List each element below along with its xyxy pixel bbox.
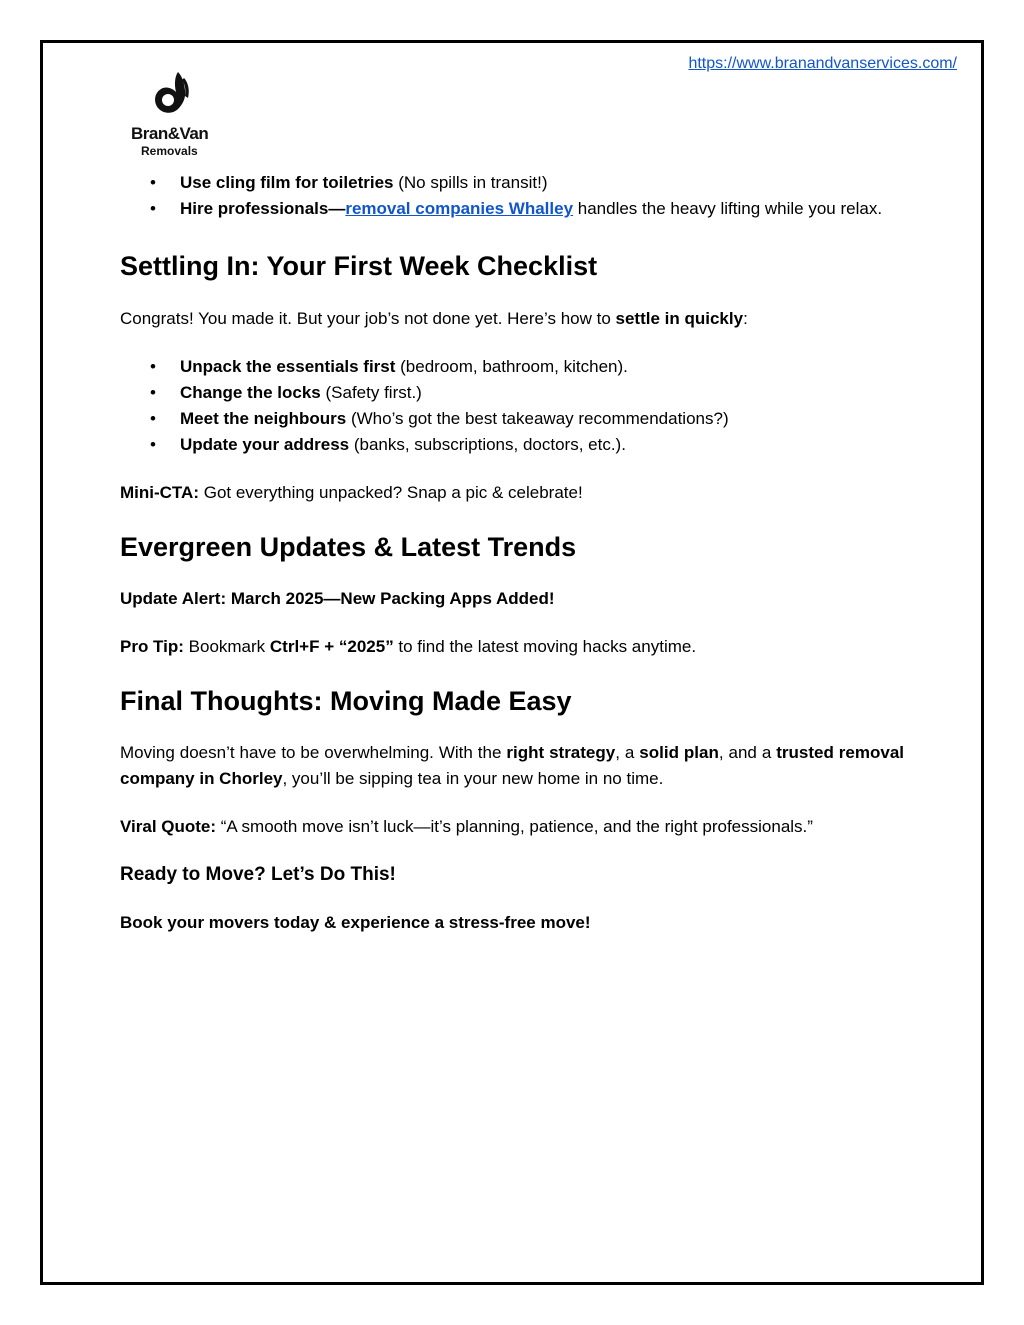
section-heading-evergreen: Evergreen Updates & Latest Trends — [120, 532, 577, 562]
mini-cta: Mini-CTA: Got everything unpacked? Snap a pic & celebrate! — [120, 483, 583, 502]
final-paragraph: Moving doesn’t have to be overwhelming. With the right strategy, a solid plan, and a trusted removal company in Chorley, you’ll be sipping tea in your new home in no time. — [120, 743, 904, 788]
list-item: • Hire professionals—removal companies Whalley handles the heavy lifting while you relax. — [120, 196, 904, 222]
section-heading-final-thoughts: Final Thoughts: Moving Made Easy — [120, 686, 572, 716]
settling-intro: Congrats! You made it. But your job’s not done yet. Here’s how to settle in quickly: — [120, 309, 748, 328]
list-item: • Update your address (banks, subscriptions, doctors, etc.). — [120, 432, 904, 458]
list-item: • Meet the neighbours (Who’s got the best takeaway recommendations?) — [120, 406, 904, 432]
checklist — [120, 354, 904, 458]
list-item: • Unpack the essentials first (bedroom, bathroom, kitchen). — [120, 354, 904, 380]
intro-bullet-list — [120, 170, 904, 222]
logo-brand-sub: Removals — [141, 144, 198, 158]
removal-companies-whalley-link[interactable]: removal companies Whalley — [345, 199, 574, 218]
closing-cta: Book your movers today & experience a stress-free move! — [120, 913, 591, 932]
logo-brand-name: Bran&Van — [131, 124, 209, 143]
ready-to-move-heading: Ready to Move? Let’s Do This! — [120, 864, 396, 885]
list-item: • Change the locks (Safety first.) — [120, 380, 904, 406]
update-alert: Update Alert: March 2025—New Packing Apps Added! — [120, 589, 555, 608]
document-content — [120, 170, 904, 936]
viral-quote: Viral Quote: “A smooth move isn’t luck—it’s planning, patience, and the right professionals.” — [120, 817, 813, 836]
website-url-link[interactable]: https://www.branandvanservices.com/ — [688, 55, 957, 72]
section-heading-settling-in: Settling In: Your First Week Checklist — [120, 251, 598, 281]
list-item: • Use cling film for toiletries (No spills in transit!) — [120, 170, 904, 196]
pro-tip: Pro Tip: Bookmark Ctrl+F + “2025” to find the latest moving hacks anytime. — [120, 637, 697, 656]
